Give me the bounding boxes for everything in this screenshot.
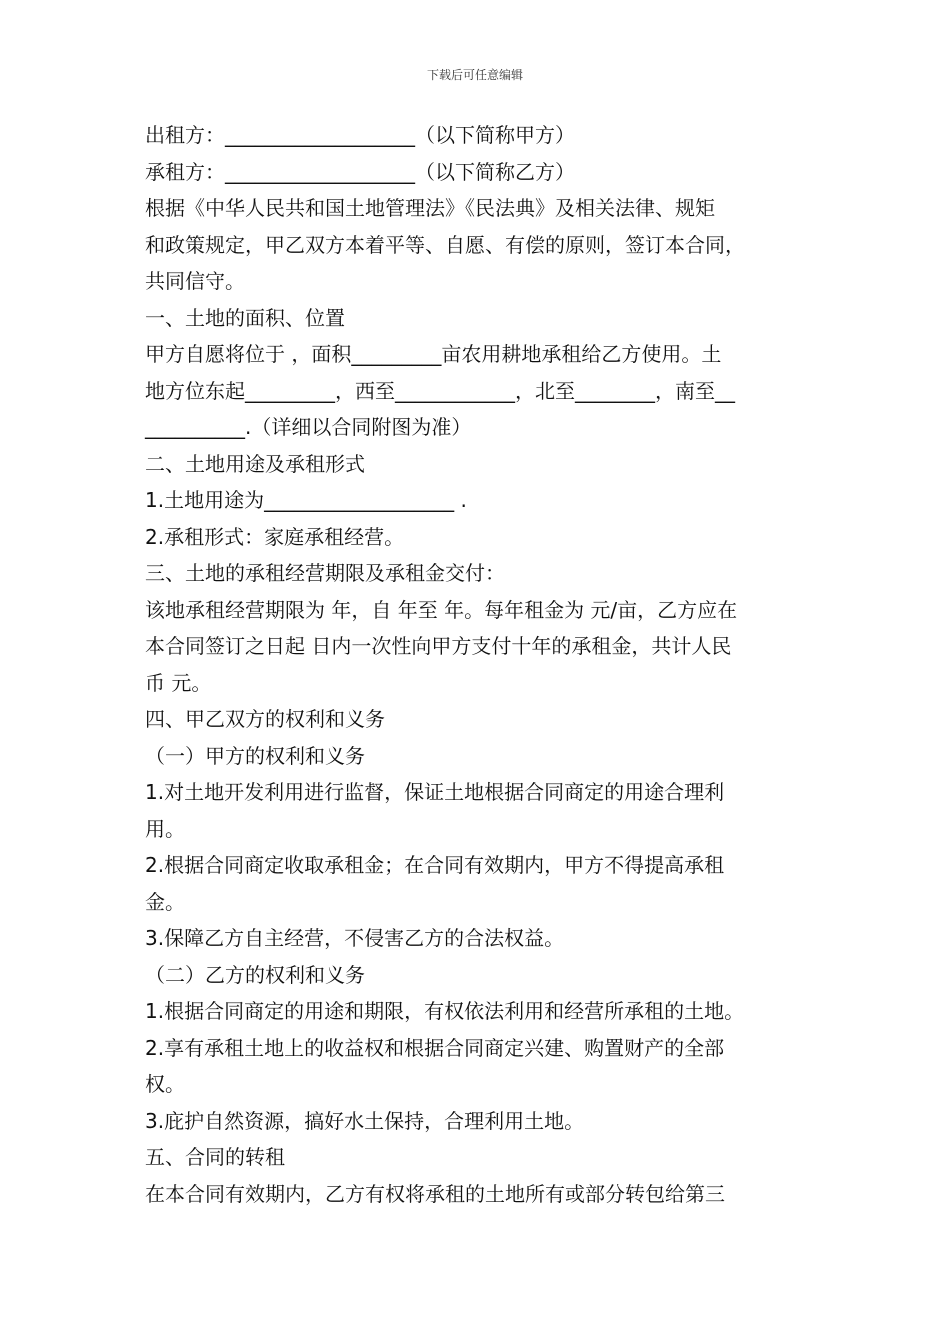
preamble-line-1: 根据《中华人民共和国土地管理法》《民法典》及相关法律、规矩	[145, 196, 715, 220]
section-2-heading: 二、土地用途及承租形式	[145, 451, 365, 476]
lessee-item-2-line-2: 权。	[145, 1072, 185, 1096]
page-header: 下载后可任意编辑	[426, 68, 523, 82]
lessee-line: 承租方：___________________（以下简称乙方）	[145, 159, 575, 184]
section-1-line-2: 地方位东起_________，西至____________，北至________，南至__	[145, 378, 735, 403]
lessor-item-3: 3.保障乙方自主经营，不侵害乙方的合法权益。	[145, 926, 565, 950]
section-3-heading: 三、土地的承租经营期限及承租金交付：	[145, 561, 505, 585]
preamble-line-3: 共同信守。	[145, 269, 245, 293]
section-1-line-3: __________.（详细以合同附图为准）	[145, 415, 472, 439]
section-3-line-1: 该地承租经营期限为 年，自 年至 年。每年租金为 元/亩，乙方应在	[145, 597, 738, 622]
lessor-line: 出租方：___________________（以下简称甲方）	[145, 123, 575, 147]
section-4-heading: 四、甲乙双方的权利和义务	[145, 707, 385, 731]
section-2-item-2: 2.承租形式：家庭承租经营。	[145, 524, 405, 549]
lessee-item-2-line-1: 2.享有承租土地上的收益权和根据合同商定兴建、购置财产的全部	[145, 1035, 725, 1060]
subsection-lessor-heading: （一）甲方的权利和义务	[145, 743, 365, 768]
lessor-item-2-line-1: 2.根据合同商定收取承租金；在合同有效期内，甲方不得提高承租	[145, 853, 725, 877]
preamble-line-2: 和政策规定，甲乙双方本着平等、自愿、有偿的原则，签订本合同，	[145, 232, 745, 257]
section-1-heading: 一、土地的面积、位置	[145, 305, 345, 330]
subsection-lessee-heading: （二）乙方的权利和义务	[145, 962, 365, 987]
section-3-line-3: 币 元。	[145, 670, 212, 695]
section-3-line-2: 本合同签订之日起 日内一次性向甲方支付十年的承租金，共计人民	[145, 634, 732, 658]
section-5-heading: 五、合同的转租	[145, 1145, 285, 1169]
lessee-item-1: 1.根据合同商定的用途和期限，有权依法利用和经营所承租的土地。	[145, 999, 745, 1023]
lessor-item-1-line-2: 用。	[145, 816, 185, 841]
lessee-item-3: 3.庇护自然资源，搞好水土保持，合理利用土地。	[145, 1108, 585, 1133]
section-5-line-1: 在本合同有效期内，乙方有权将承租的土地所有或部分转包给第三	[145, 1181, 725, 1206]
lessor-item-1-line-1: 1.对土地开发利用进行监督，保证土地根据合同商定的用途合理利	[145, 780, 725, 804]
contract-body	[145, 117, 825, 1212]
section-1-line-1: 甲方自愿将位于 ，面积_________亩农用耕地承租给乙方使用。土	[145, 342, 722, 366]
section-2-item-1: 1.土地用途为___________________ .	[145, 488, 467, 512]
lessor-item-2-line-2: 金。	[145, 889, 185, 914]
